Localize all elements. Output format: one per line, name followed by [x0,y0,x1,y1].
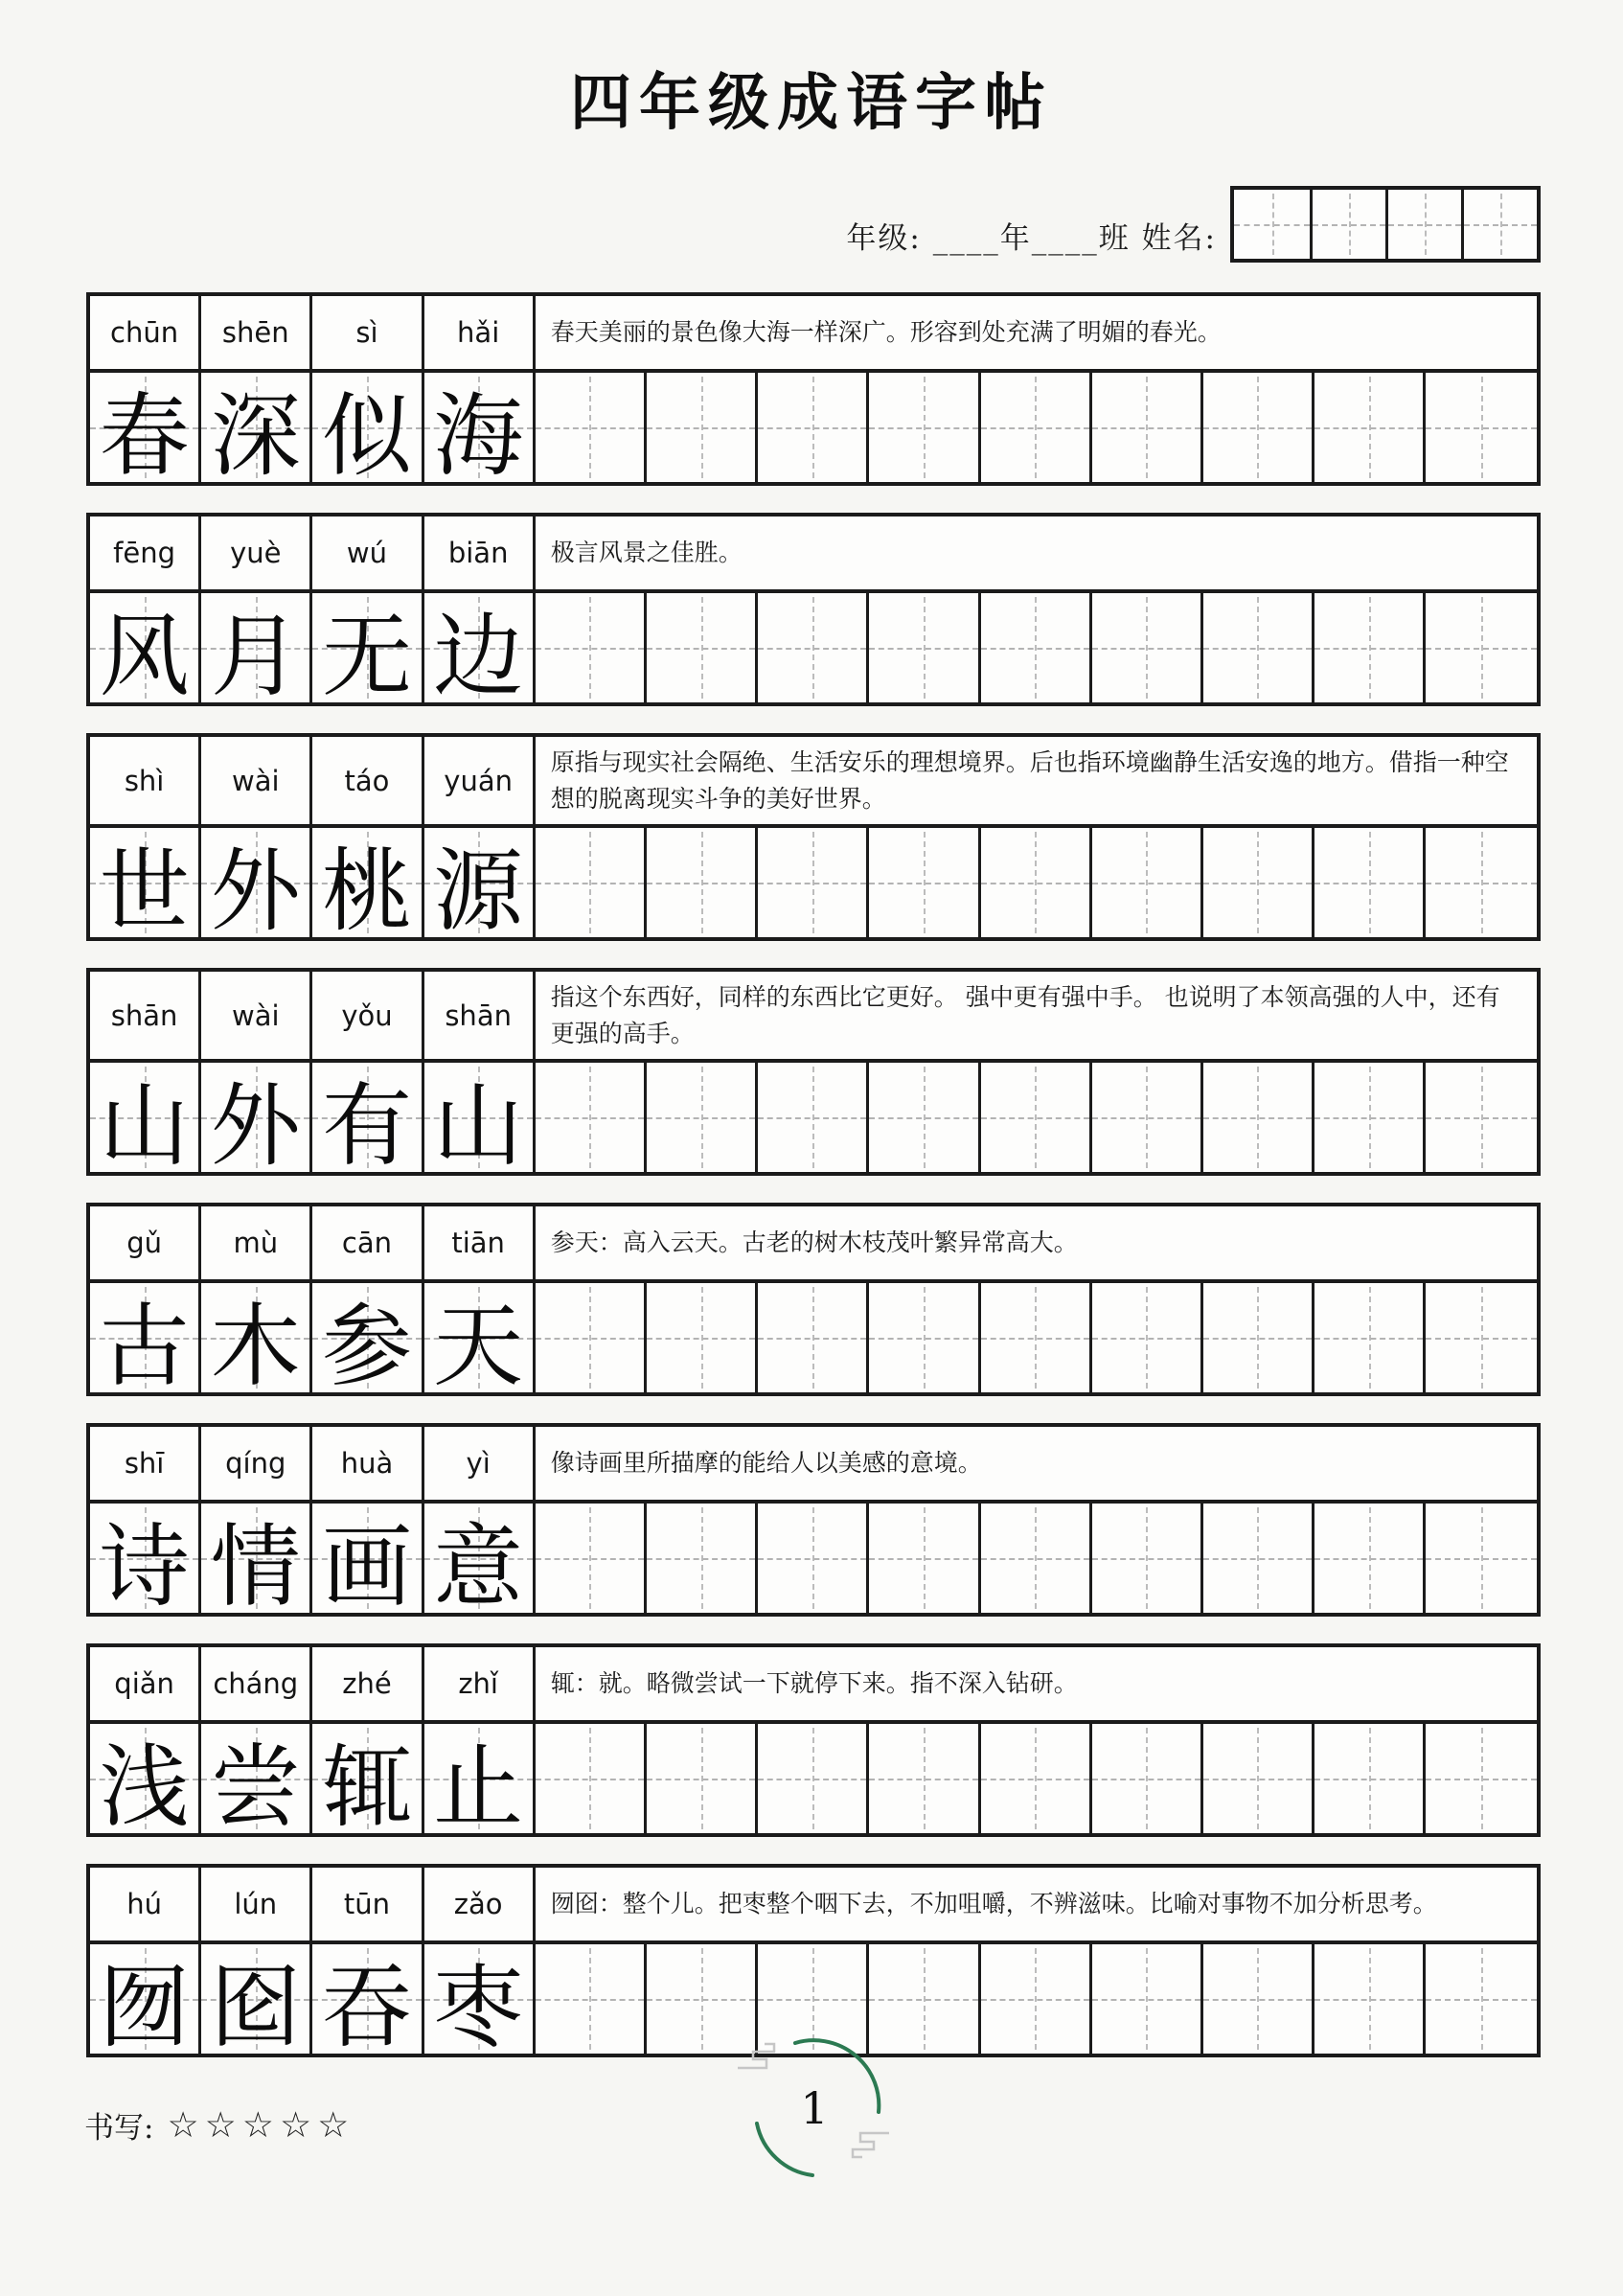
pinyin-cell: lún [201,1868,312,1940]
pinyin-cell: yì [424,1427,536,1500]
model-character-cell [201,1063,312,1179]
name-box-cell [1234,190,1310,259]
practice-cell [1092,828,1203,937]
practice-cell [647,1724,758,1833]
idiom-block [86,733,1541,944]
pinyin-cell: shān [90,972,201,1059]
model-character: 无 [321,604,412,709]
model-character-cell [201,828,312,944]
practice-cell [647,593,758,702]
model-character: 参 [321,1294,412,1399]
pinyin-cell: yuán [424,737,536,824]
pinyin-cell: hú [90,1868,201,1940]
pinyin-cell: tiān [424,1206,536,1279]
practice-cell [1426,593,1537,702]
practice-cell [1092,373,1203,482]
page-number-badge [736,2030,893,2187]
model-character: 山 [433,1073,524,1179]
grade-name-label: 年级: ____年____班 姓名: [846,221,1217,256]
pinyin-cell: shī [90,1427,201,1500]
practice-cell [1426,828,1537,937]
practice-cell [1426,1724,1537,1833]
idiom-blocks [86,292,1541,2060]
model-character-cell [312,1724,423,1840]
model-character-cell [201,1724,312,1840]
idiom-explanation: 原指与现实社会隔绝、生活安乐的理想境界。后也指环境幽静生活安逸的地方。借指一种空想的脱离现实斗争的美好世界。 [550,748,1509,813]
model-character: 有 [321,1073,412,1179]
pinyin-cell: huà [312,1427,423,1500]
model-character-cell [90,828,201,944]
idiom-info-row [90,1206,1537,1283]
practice-cell [647,1504,758,1613]
practice-cell [1203,373,1314,482]
idiom-info-row [90,1647,1537,1724]
model-character: 天 [433,1294,524,1399]
model-character-cell [90,1504,201,1619]
model-character: 辄 [321,1734,412,1840]
idiom-explanation: 像诗画里所描摩的能给人以美感的意境。 [550,1449,982,1478]
practice-cell [1426,1283,1537,1392]
practice-cell [1203,593,1314,702]
model-character: 山 [99,1073,190,1179]
idiom-block [86,513,1541,709]
model-character: 情 [210,1514,301,1619]
model-character: 画 [321,1514,412,1619]
model-character-cell [312,373,423,489]
practice-cell [869,1063,980,1172]
idiom-explanation: 囫囵：整个儿。把枣整个咽下去，不加咀嚼，不辨滋味。比喻对事物不加分析思考。 [550,1890,1437,1918]
practice-cell [869,1283,980,1392]
practice-cell [869,593,980,702]
model-character-cell [90,1944,201,2060]
pinyin-cell: tūn [312,1868,423,1940]
model-character-cell [201,593,312,709]
pinyin-cell: zhé [312,1647,423,1720]
model-character-cell [424,1283,536,1399]
pinyin-cell: zhǐ [424,1647,536,1720]
name-box-cell [1385,190,1461,259]
model-character-cell [424,828,536,944]
idiom-info-row [90,1427,1537,1504]
model-character: 边 [433,604,524,709]
pinyin-cell: biān [424,517,536,589]
practice-cell [1314,1283,1426,1392]
name-writing-boxes [1230,186,1541,263]
name-box-cell [1461,190,1537,259]
practice-cell [1314,593,1426,702]
practice-cell [758,1504,869,1613]
model-character-cell [90,593,201,709]
pinyin-cell: hǎi [424,296,536,369]
practice-cell [647,373,758,482]
model-character-cell [424,1724,536,1840]
model-character-cell [312,828,423,944]
character-row [90,593,1537,709]
practice-cell [647,828,758,937]
practice-cell [1314,373,1426,482]
idiom-info-row [90,972,1537,1063]
idiom-block [86,1423,1541,1617]
model-character: 尝 [210,1734,301,1840]
pinyin-cell: shān [424,972,536,1059]
practice-cell [1314,1944,1426,2054]
pinyin-cell: cháng [201,1647,312,1720]
practice-cell [1203,1944,1314,2054]
model-character-cell [201,1944,312,2060]
model-character: 海 [433,383,524,489]
model-character-cell [424,1944,536,2060]
model-character-cell [312,593,423,709]
grade-name-row [86,184,1541,263]
practice-cell [1092,1504,1203,1613]
practice-cell [1092,1283,1203,1392]
model-character: 古 [99,1294,190,1399]
model-character-cell [424,1504,536,1619]
model-character-cell [312,1944,423,2060]
pinyin-cell: yuè [201,517,312,589]
model-character: 世 [99,838,190,944]
practice-cell [536,1944,647,2054]
practice-cell [1203,1063,1314,1172]
practice-cell [1314,1063,1426,1172]
practice-cell [758,1724,869,1833]
practice-cell [1092,1724,1203,1833]
practice-cell [536,593,647,702]
pinyin-cell: sì [312,296,423,369]
page-title: 四年级成语字帖 [570,67,1053,139]
character-row [90,1504,1537,1619]
pinyin-cell: gǔ [90,1206,201,1279]
model-character: 浅 [99,1734,190,1840]
pinyin-cell: zǎo [424,1868,536,1940]
model-character-cell [201,1504,312,1619]
practice-cell [758,828,869,937]
model-character-cell [90,1724,201,1840]
practice-cell [1426,1063,1537,1172]
model-character: 月 [210,604,301,709]
practice-cell [647,1063,758,1172]
practice-cell [1203,1283,1314,1392]
practice-cell [758,1063,869,1172]
idiom-info-row [90,1868,1537,1944]
idiom-block [86,968,1541,1179]
model-character-cell [90,1063,201,1179]
idiom-block [86,1203,1541,1399]
practice-cell [1092,1063,1203,1172]
pinyin-cell: mù [201,1206,312,1279]
model-character-cell [90,1283,201,1399]
idiom-explanation: 参天：高入云天。古老的树木枝茂叶繁异常高大。 [550,1228,1078,1257]
practice-cell [981,1724,1092,1833]
idiom-info-row [90,296,1537,373]
practice-cell [536,1063,647,1172]
pinyin-cell: cān [312,1206,423,1279]
character-row [90,1063,1537,1179]
practice-cell [869,1504,980,1613]
idiom-info-row [90,737,1537,828]
model-character: 风 [99,604,190,709]
practice-cell [1426,1504,1537,1613]
character-row [90,1724,1537,1840]
practice-cell [758,593,869,702]
idiom-explanation: 指这个东西好，同样的东西比它更好。 强中更有强中手。 也说明了本领高强的人中，还有更强的高手。 [550,983,1500,1047]
practice-cell [1426,1944,1537,2054]
pinyin-cell: qiǎn [90,1647,201,1720]
practice-cell [869,1724,980,1833]
practice-cell [981,593,1092,702]
idiom-explanation: 辄：就。略微尝试一下就停下来。指不深入钻研。 [550,1669,1078,1698]
pinyin-cell: shēn [201,296,312,369]
model-character-cell [424,373,536,489]
model-character-cell [201,1283,312,1399]
idiom-block [86,292,1541,489]
model-character: 囵 [210,1955,301,2060]
model-character: 外 [210,838,301,944]
practice-cell [536,828,647,937]
writing-score-row [84,2103,354,2147]
practice-cell [981,1944,1092,2054]
model-character: 源 [433,838,524,944]
model-character: 意 [433,1514,524,1619]
character-row [90,1283,1537,1399]
practice-cell [1426,373,1537,482]
model-character-cell [424,1063,536,1179]
practice-cell [1203,1724,1314,1833]
pinyin-cell: chūn [90,296,201,369]
model-character-cell [90,373,201,489]
practice-cell [536,1283,647,1392]
pinyin-cell: qíng [201,1427,312,1500]
model-character: 枣 [433,1955,524,2060]
practice-cell [536,1724,647,1833]
practice-cell [1092,1944,1203,2054]
model-character-cell [424,593,536,709]
pinyin-cell: wài [201,737,312,824]
practice-cell [1203,828,1314,937]
pinyin-cell: wú [312,517,423,589]
model-character-cell [312,1504,423,1619]
model-character-cell [312,1063,423,1179]
pinyin-cell: wài [201,972,312,1059]
practice-cell [536,1504,647,1613]
pinyin-cell: shì [90,737,201,824]
practice-cell [647,1283,758,1392]
pinyin-cell: yǒu [312,972,423,1059]
practice-cell [869,828,980,937]
practice-cell [1314,828,1426,937]
pinyin-cell: fēng [90,517,201,589]
practice-cell [1314,1724,1426,1833]
page-number: 1 [800,2082,829,2134]
practice-cell [869,373,980,482]
model-character: 木 [210,1294,301,1399]
practice-cell [1092,593,1203,702]
writing-score-label: 书写: [84,2111,154,2146]
model-character: 诗 [99,1514,190,1619]
model-character: 止 [433,1734,524,1840]
model-character: 深 [210,383,301,489]
idiom-block [86,1643,1541,1840]
model-character: 似 [321,383,412,489]
idiom-explanation: 春天美丽的景色像大海一样深广。形容到处充满了明媚的春光。 [550,318,1222,347]
practice-cell [758,1283,869,1392]
practice-cell [536,373,647,482]
practice-cell [981,1063,1092,1172]
idiom-block [86,1864,1541,2060]
model-character: 吞 [321,1955,412,2060]
model-character: 春 [99,383,190,489]
idiom-explanation: 极言风景之佳胜。 [550,539,743,567]
practice-cell [981,1283,1092,1392]
model-character: 外 [210,1073,301,1179]
model-character: 囫 [99,1955,190,2060]
model-character-cell [201,373,312,489]
practice-cell [981,828,1092,937]
practice-cell [1314,1504,1426,1613]
pinyin-cell: táo [312,737,423,824]
idiom-info-row [90,517,1537,593]
practice-cell [758,373,869,482]
name-box-cell [1310,190,1385,259]
practice-cell [981,1504,1092,1613]
writing-score-stars: ☆☆☆☆☆ [167,2104,355,2146]
character-row [90,828,1537,944]
practice-cell [981,373,1092,482]
practice-cell [1203,1504,1314,1613]
model-character: 桃 [321,838,412,944]
character-row [90,373,1537,489]
model-character-cell [312,1283,423,1399]
